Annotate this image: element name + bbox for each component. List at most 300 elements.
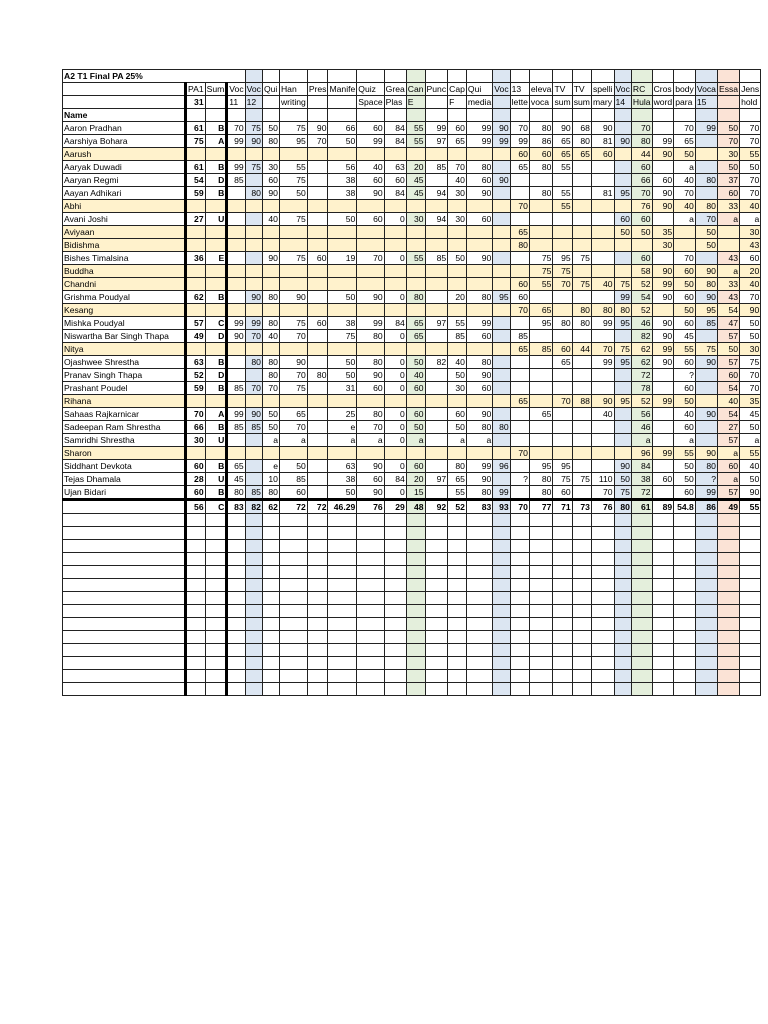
- grade-cell[interactable]: 90: [262, 252, 279, 265]
- grade-cell[interactable]: 60: [448, 408, 467, 421]
- name-cell[interactable]: Abhi: [63, 200, 186, 213]
- grade-cell[interactable]: U: [205, 213, 227, 226]
- grade-cell[interactable]: [205, 447, 227, 460]
- grade-cell[interactable]: 92: [425, 500, 448, 514]
- grade-cell[interactable]: [717, 96, 739, 109]
- grade-cell[interactable]: [553, 566, 572, 579]
- grade-cell[interactable]: [406, 239, 425, 252]
- grade-cell[interactable]: [674, 657, 696, 670]
- grade-cell[interactable]: 80: [262, 317, 279, 330]
- grade-cell[interactable]: 60: [466, 382, 492, 395]
- grade-cell[interactable]: 40: [740, 278, 761, 291]
- grade-cell[interactable]: [572, 213, 591, 226]
- grade-cell[interactable]: [262, 278, 279, 291]
- grade-cell[interactable]: [425, 421, 448, 434]
- grade-cell[interactable]: [529, 369, 553, 382]
- grade-cell[interactable]: 59: [186, 187, 206, 200]
- grade-cell[interactable]: [227, 631, 245, 644]
- grade-cell[interactable]: [406, 566, 425, 579]
- grade-cell[interactable]: [572, 382, 591, 395]
- grade-cell[interactable]: Cros: [653, 83, 672, 94]
- grade-cell[interactable]: [262, 96, 279, 109]
- grade-cell[interactable]: [631, 540, 652, 553]
- grade-cell[interactable]: [652, 566, 674, 579]
- grade-cell[interactable]: 80: [591, 304, 614, 317]
- grade-cell[interactable]: [631, 566, 652, 579]
- name-cell[interactable]: Tejas Dhamala: [63, 473, 186, 486]
- grade-cell[interactable]: Hula: [632, 96, 651, 107]
- grade-cell[interactable]: [529, 447, 553, 460]
- name-cell[interactable]: [63, 683, 186, 696]
- grade-cell[interactable]: [425, 174, 448, 187]
- grade-cell[interactable]: [262, 579, 279, 592]
- grade-cell[interactable]: [572, 553, 591, 566]
- grade-cell[interactable]: [279, 70, 307, 83]
- grade-cell[interactable]: 95: [614, 395, 631, 408]
- grade-cell[interactable]: [652, 460, 674, 473]
- grade-cell[interactable]: [510, 631, 529, 644]
- grade-cell[interactable]: 57: [717, 486, 739, 500]
- grade-cell[interactable]: 90: [357, 369, 384, 382]
- grade-cell[interactable]: [466, 644, 492, 657]
- grade-cell[interactable]: 55: [406, 122, 425, 135]
- grade-cell[interactable]: [493, 96, 510, 109]
- grade-cell[interactable]: 45: [740, 408, 761, 421]
- name-cell[interactable]: Bishes Timalsina: [63, 252, 186, 265]
- grade-cell[interactable]: [245, 174, 262, 187]
- name-cell[interactable]: [63, 605, 186, 618]
- grade-cell[interactable]: [493, 605, 510, 618]
- grade-cell[interactable]: 80: [695, 460, 717, 473]
- grade-cell[interactable]: [205, 109, 227, 122]
- grade-cell[interactable]: [717, 109, 739, 122]
- grade-cell[interactable]: [652, 592, 674, 605]
- grade-cell[interactable]: 99: [425, 122, 448, 135]
- grade-cell[interactable]: [695, 369, 717, 382]
- grade-cell[interactable]: [614, 618, 631, 631]
- grade-cell[interactable]: [245, 592, 262, 605]
- grade-cell[interactable]: e: [262, 460, 279, 473]
- grade-cell[interactable]: [695, 514, 717, 527]
- grade-cell[interactable]: e: [328, 421, 357, 434]
- grade-cell[interactable]: 90: [493, 174, 510, 187]
- grade-cell[interactable]: [425, 447, 448, 460]
- grade-cell[interactable]: a: [357, 434, 384, 447]
- grade-cell[interactable]: [614, 566, 631, 579]
- grade-cell[interactable]: [406, 527, 425, 540]
- grade-cell[interactable]: 60: [674, 382, 696, 395]
- grade-cell[interactable]: 54.8: [674, 500, 696, 514]
- grade-cell[interactable]: [307, 278, 328, 291]
- grade-cell[interactable]: 56: [328, 161, 357, 174]
- grade-cell[interactable]: 63: [186, 356, 206, 369]
- grade-cell[interactable]: 85: [279, 473, 307, 486]
- grade-cell[interactable]: [695, 382, 717, 395]
- name-cell[interactable]: [63, 83, 186, 96]
- grade-cell[interactable]: a: [740, 213, 761, 226]
- grade-cell[interactable]: 40: [262, 213, 279, 226]
- grade-cell[interactable]: [205, 579, 227, 592]
- grade-cell[interactable]: [614, 553, 631, 566]
- grade-cell[interactable]: [406, 540, 425, 553]
- grade-cell[interactable]: [245, 265, 262, 278]
- grade-cell[interactable]: [466, 278, 492, 291]
- grade-cell[interactable]: [384, 657, 406, 670]
- grade-cell[interactable]: 37: [717, 174, 739, 187]
- grade-cell[interactable]: [510, 356, 529, 369]
- grade-cell[interactable]: 80: [227, 486, 245, 500]
- grade-cell[interactable]: [572, 330, 591, 343]
- grade-cell[interactable]: 70: [591, 486, 614, 500]
- grade-cell[interactable]: 20: [406, 473, 425, 486]
- grade-cell[interactable]: 95: [493, 291, 510, 304]
- grade-cell[interactable]: 65: [279, 408, 307, 421]
- grade-cell[interactable]: [245, 657, 262, 670]
- grade-cell[interactable]: [205, 265, 227, 278]
- grade-cell[interactable]: 77: [529, 500, 553, 514]
- grade-cell[interactable]: [227, 226, 245, 239]
- grade-cell[interactable]: [357, 631, 384, 644]
- grade-cell[interactable]: [245, 304, 262, 317]
- grade-cell[interactable]: 70: [631, 122, 652, 135]
- grade-cell[interactable]: [384, 148, 406, 161]
- grade-cell[interactable]: [328, 395, 357, 408]
- grade-cell[interactable]: 70: [740, 291, 761, 304]
- grade-cell[interactable]: [614, 200, 631, 213]
- grade-cell[interactable]: 50: [674, 304, 696, 317]
- grade-cell[interactable]: [245, 343, 262, 356]
- grade-cell[interactable]: [493, 657, 510, 670]
- grade-cell[interactable]: [245, 514, 262, 527]
- grade-cell[interactable]: [466, 265, 492, 278]
- grade-cell[interactable]: [384, 670, 406, 683]
- grade-cell[interactable]: [279, 239, 307, 252]
- grade-cell[interactable]: [425, 369, 448, 382]
- grade-cell[interactable]: [425, 343, 448, 356]
- grade-cell[interactable]: 70: [510, 304, 529, 317]
- grade-cell[interactable]: [425, 265, 448, 278]
- grade-cell[interactable]: [384, 566, 406, 579]
- name-cell[interactable]: Rihana: [63, 395, 186, 408]
- grade-cell[interactable]: [245, 473, 262, 486]
- grade-cell[interactable]: [591, 226, 614, 239]
- grade-cell[interactable]: [614, 408, 631, 421]
- grade-cell[interactable]: [591, 683, 614, 696]
- grade-cell[interactable]: [328, 631, 357, 644]
- grade-cell[interactable]: [591, 514, 614, 527]
- grade-cell[interactable]: [466, 70, 492, 83]
- grade-cell[interactable]: [384, 304, 406, 317]
- grade-cell[interactable]: [205, 540, 227, 553]
- grade-cell[interactable]: [553, 670, 572, 683]
- grade-cell[interactable]: [262, 514, 279, 527]
- grade-cell[interactable]: 95: [553, 252, 572, 265]
- grade-cell[interactable]: [510, 683, 529, 696]
- grade-cell[interactable]: 90: [652, 200, 674, 213]
- grade-cell[interactable]: 65: [448, 135, 467, 148]
- grade-cell[interactable]: [614, 514, 631, 527]
- grade-cell[interactable]: 99: [652, 447, 674, 460]
- grade-cell[interactable]: 56: [631, 408, 652, 421]
- grade-cell[interactable]: 99: [466, 135, 492, 148]
- grade-cell[interactable]: B: [205, 460, 227, 473]
- grade-cell[interactable]: [227, 514, 245, 527]
- grade-cell[interactable]: 70: [674, 187, 696, 200]
- grade-cell[interactable]: [695, 618, 717, 631]
- name-cell[interactable]: Niswartha Bar Singh Thapa: [63, 330, 186, 343]
- grade-cell[interactable]: [384, 540, 406, 553]
- grade-cell[interactable]: 90: [466, 252, 492, 265]
- grade-cell[interactable]: [466, 447, 492, 460]
- grade-cell[interactable]: 82: [425, 356, 448, 369]
- grade-cell[interactable]: [328, 343, 357, 356]
- grade-cell[interactable]: 55: [279, 161, 307, 174]
- grade-cell[interactable]: [529, 200, 553, 213]
- grade-cell[interactable]: [186, 527, 206, 540]
- grade-cell[interactable]: [740, 683, 761, 696]
- name-cell[interactable]: Name: [63, 109, 186, 122]
- grade-cell[interactable]: [529, 213, 553, 226]
- grade-cell[interactable]: [425, 148, 448, 161]
- grade-cell[interactable]: body: [675, 83, 694, 94]
- grade-cell[interactable]: 90: [279, 291, 307, 304]
- grade-cell[interactable]: [384, 605, 406, 618]
- grade-cell[interactable]: [262, 618, 279, 631]
- name-cell[interactable]: Pranav Singh Thapa: [63, 369, 186, 382]
- name-cell[interactable]: [63, 540, 186, 553]
- grade-cell[interactable]: 90: [466, 369, 492, 382]
- grade-cell[interactable]: [245, 239, 262, 252]
- grade-cell[interactable]: 70: [307, 135, 328, 148]
- grade-cell[interactable]: [406, 514, 425, 527]
- grade-cell[interactable]: 47: [717, 317, 739, 330]
- grade-cell[interactable]: [493, 70, 510, 83]
- grade-cell[interactable]: 55: [553, 161, 572, 174]
- grade-cell[interactable]: [674, 540, 696, 553]
- grade-cell[interactable]: [227, 592, 245, 605]
- grade-cell[interactable]: [466, 395, 492, 408]
- grade-cell[interactable]: 60: [631, 161, 652, 174]
- grade-cell[interactable]: [357, 592, 384, 605]
- grade-cell[interactable]: [529, 382, 553, 395]
- grade-cell[interactable]: [205, 670, 227, 683]
- grade-cell[interactable]: [614, 579, 631, 592]
- grade-cell[interactable]: [307, 148, 328, 161]
- grade-cell[interactable]: [448, 540, 467, 553]
- grade-cell[interactable]: [262, 631, 279, 644]
- grade-cell[interactable]: [529, 226, 553, 239]
- grade-cell[interactable]: 60: [466, 174, 492, 187]
- grade-cell[interactable]: 70: [674, 252, 696, 265]
- grade-cell[interactable]: [674, 226, 696, 239]
- grade-cell[interactable]: [425, 579, 448, 592]
- grade-cell[interactable]: 60: [357, 213, 384, 226]
- grade-cell[interactable]: 75: [553, 473, 572, 486]
- grade-cell[interactable]: 54: [631, 291, 652, 304]
- grade-cell[interactable]: [357, 70, 384, 83]
- grade-cell[interactable]: 95: [529, 460, 553, 473]
- grade-cell[interactable]: [406, 553, 425, 566]
- grade-cell[interactable]: [279, 683, 307, 696]
- grade-cell[interactable]: 55: [406, 252, 425, 265]
- grade-cell[interactable]: 90: [652, 330, 674, 343]
- grade-cell[interactable]: [448, 605, 467, 618]
- grade-cell[interactable]: [448, 657, 467, 670]
- grade-cell[interactable]: 65: [510, 343, 529, 356]
- grade-cell[interactable]: [328, 683, 357, 696]
- grade-cell[interactable]: [245, 605, 262, 618]
- grade-cell[interactable]: [553, 330, 572, 343]
- grade-cell[interactable]: [674, 527, 696, 540]
- grade-cell[interactable]: 90: [695, 265, 717, 278]
- grade-cell[interactable]: 60: [674, 317, 696, 330]
- grade-cell[interactable]: 50: [328, 135, 357, 148]
- grade-cell[interactable]: [205, 618, 227, 631]
- grade-cell[interactable]: 66: [631, 174, 652, 187]
- grade-cell[interactable]: [493, 670, 510, 683]
- grade-cell[interactable]: [553, 553, 572, 566]
- grade-cell[interactable]: Cap: [449, 83, 465, 94]
- name-cell[interactable]: Aaron Pradhan: [63, 122, 186, 135]
- grade-cell[interactable]: [227, 187, 245, 200]
- grade-cell[interactable]: [614, 122, 631, 135]
- grade-cell[interactable]: 70: [510, 200, 529, 213]
- grade-cell[interactable]: [529, 514, 553, 527]
- grade-cell[interactable]: [572, 226, 591, 239]
- grade-cell[interactable]: [695, 566, 717, 579]
- grade-cell[interactable]: [425, 657, 448, 670]
- grade-cell[interactable]: [307, 553, 328, 566]
- grade-cell[interactable]: [448, 644, 467, 657]
- grade-cell[interactable]: 0: [384, 213, 406, 226]
- grade-cell[interactable]: [614, 683, 631, 696]
- grade-cell[interactable]: [631, 683, 652, 696]
- grade-cell[interactable]: [279, 618, 307, 631]
- grade-cell[interactable]: [227, 395, 245, 408]
- grade-cell[interactable]: 50: [262, 408, 279, 421]
- grade-cell[interactable]: 75: [529, 265, 553, 278]
- grade-cell[interactable]: [652, 161, 674, 174]
- grade-cell[interactable]: [529, 644, 553, 657]
- name-cell[interactable]: Chandni: [63, 278, 186, 291]
- grade-cell[interactable]: 66: [186, 421, 206, 434]
- grade-cell[interactable]: [357, 579, 384, 592]
- grade-cell[interactable]: 35: [652, 226, 674, 239]
- grade-cell[interactable]: 73: [572, 500, 591, 514]
- grade-cell[interactable]: 49: [186, 330, 206, 343]
- grade-cell[interactable]: [572, 644, 591, 657]
- grade-cell[interactable]: 40: [674, 200, 696, 213]
- grade-cell[interactable]: 50: [695, 239, 717, 252]
- grade-cell[interactable]: [553, 421, 572, 434]
- grade-cell[interactable]: [529, 174, 553, 187]
- grade-cell[interactable]: 55: [674, 447, 696, 460]
- grade-cell[interactable]: 62: [631, 356, 652, 369]
- grade-cell[interactable]: [406, 592, 425, 605]
- grade-cell[interactable]: [631, 670, 652, 683]
- grade-cell[interactable]: [652, 553, 674, 566]
- grade-cell[interactable]: 40: [406, 369, 425, 382]
- grade-cell[interactable]: [307, 226, 328, 239]
- grade-cell[interactable]: 44: [572, 343, 591, 356]
- grade-cell[interactable]: [307, 434, 328, 447]
- grade-cell[interactable]: a: [674, 161, 696, 174]
- grade-cell[interactable]: 52: [631, 395, 652, 408]
- grade-cell[interactable]: [631, 657, 652, 670]
- grade-cell[interactable]: 30: [717, 148, 739, 161]
- grade-cell[interactable]: [529, 356, 553, 369]
- grade-cell[interactable]: [510, 540, 529, 553]
- grade-cell[interactable]: 75: [572, 473, 591, 486]
- grade-cell[interactable]: [279, 200, 307, 213]
- grade-cell[interactable]: 90: [652, 148, 674, 161]
- grade-cell[interactable]: [529, 592, 553, 605]
- name-cell[interactable]: [63, 566, 186, 579]
- grade-cell[interactable]: 60: [631, 213, 652, 226]
- grade-cell[interactable]: 81: [591, 135, 614, 148]
- grade-cell[interactable]: [652, 213, 674, 226]
- grade-cell[interactable]: [186, 343, 206, 356]
- grade-cell[interactable]: Qui: [262, 83, 279, 96]
- grade-cell[interactable]: 46.29: [328, 500, 357, 514]
- grade-cell[interactable]: U: [205, 434, 227, 447]
- grade-cell[interactable]: [572, 434, 591, 447]
- grade-cell[interactable]: 80: [614, 500, 631, 514]
- grade-cell[interactable]: A: [205, 408, 227, 421]
- name-cell[interactable]: [63, 618, 186, 631]
- grade-cell[interactable]: [245, 618, 262, 631]
- grade-cell[interactable]: [245, 631, 262, 644]
- grade-cell[interactable]: [328, 527, 357, 540]
- grade-cell[interactable]: 54: [717, 304, 739, 317]
- grade-cell[interactable]: [227, 369, 245, 382]
- grade-cell[interactable]: [262, 239, 279, 252]
- grade-cell[interactable]: [493, 447, 510, 460]
- grade-cell[interactable]: [740, 657, 761, 670]
- grade-cell[interactable]: [510, 657, 529, 670]
- grade-cell[interactable]: 54: [186, 174, 206, 187]
- grade-cell[interactable]: 60: [448, 122, 467, 135]
- grade-cell[interactable]: [717, 226, 739, 239]
- grade-cell[interactable]: [425, 408, 448, 421]
- grade-cell[interactable]: 80: [448, 460, 467, 473]
- grade-cell[interactable]: [614, 148, 631, 161]
- grade-cell[interactable]: 61: [186, 122, 206, 135]
- grade-cell[interactable]: [406, 265, 425, 278]
- grade-cell[interactable]: [652, 70, 674, 83]
- grade-cell[interactable]: 50: [740, 317, 761, 330]
- grade-cell[interactable]: [553, 213, 572, 226]
- grade-cell[interactable]: [466, 670, 492, 683]
- grade-cell[interactable]: [357, 670, 384, 683]
- grade-cell[interactable]: [553, 174, 572, 187]
- grade-cell[interactable]: 80: [553, 317, 572, 330]
- grade-cell[interactable]: 65: [553, 356, 572, 369]
- grade-cell[interactable]: [695, 70, 717, 83]
- grade-cell[interactable]: [328, 304, 357, 317]
- grade-cell[interactable]: 0: [384, 291, 406, 304]
- grade-cell[interactable]: [572, 408, 591, 421]
- grade-cell[interactable]: 75: [572, 278, 591, 291]
- grade-cell[interactable]: 57: [717, 434, 739, 447]
- grade-cell[interactable]: 90: [591, 395, 614, 408]
- grade-cell[interactable]: [493, 356, 510, 369]
- grade-cell[interactable]: E: [205, 252, 227, 265]
- grade-cell[interactable]: ?: [695, 473, 717, 486]
- grade-cell[interactable]: [384, 226, 406, 239]
- grade-cell[interactable]: [572, 239, 591, 252]
- grade-cell[interactable]: [529, 670, 553, 683]
